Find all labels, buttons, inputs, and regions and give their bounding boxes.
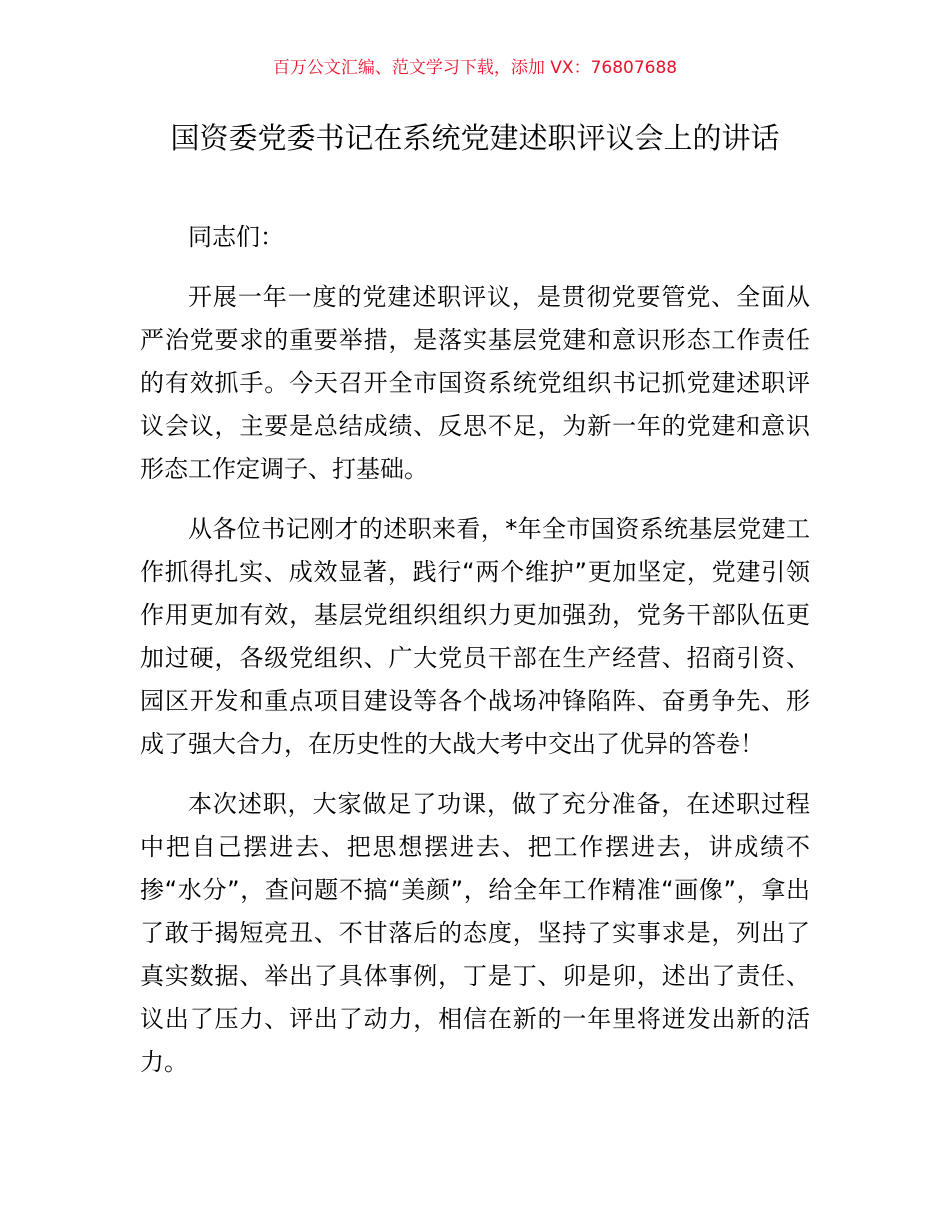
body-paragraph: 本次述职，大家做足了功课，做了充分准备，在述职过程中把自己摆进去、把思想摆进去、把工作摆进去，讲成绩不掺“水分”，查问题不搞“美颜”，给全年工作精准“画像”，拿出了敢于揭短亮丑、不甘落后的态度，坚持了实事求是，列出了真实数据、举出了具体事例，丁是丁、卯是卯，述出了责任、议出了压力、评出了动力，相信在新的一年里将迸发出新的活力。 <box>140 790 810 1076</box>
watermark-banner: 百万公文汇编、范文学习下载，添加 VX：76807688 <box>272 58 678 78</box>
document-body <box>140 216 810 1101</box>
body-paragraph: 从各位书记刚才的述职来看，*年全市国资系统基层党建工作抓得扎实、成效显著，践行“两个维护”更加坚定，党建引领作用更加有效，基层党组织组织力更加强劲，党务干部队伍更加过硬，各级党组织、广大党员干部在生产经营、招商引资、园区开发和重点项目建设等各个战场冲锋陷阵、奋勇争先、形成了强大合力，在历史性的大战大考中交出了优异的答卷！ <box>140 515 810 758</box>
body-paragraph: 开展一年一度的党建述职评议，是贯彻党要管党、全面从严治党要求的重要举措，是落实基层党建和意识形态工作责任的有效抓手。今天召开全市国资系统党组织书记抓党建述职评议会议，主要是总结成绩、反思不足，为新一年的党建和意识形态工作定调子、打基础。 <box>140 283 810 483</box>
document-title: 国资委党委书记在系统党建述职评议会上的讲话 <box>170 121 780 155</box>
salutation: 同志们： <box>188 223 284 251</box>
